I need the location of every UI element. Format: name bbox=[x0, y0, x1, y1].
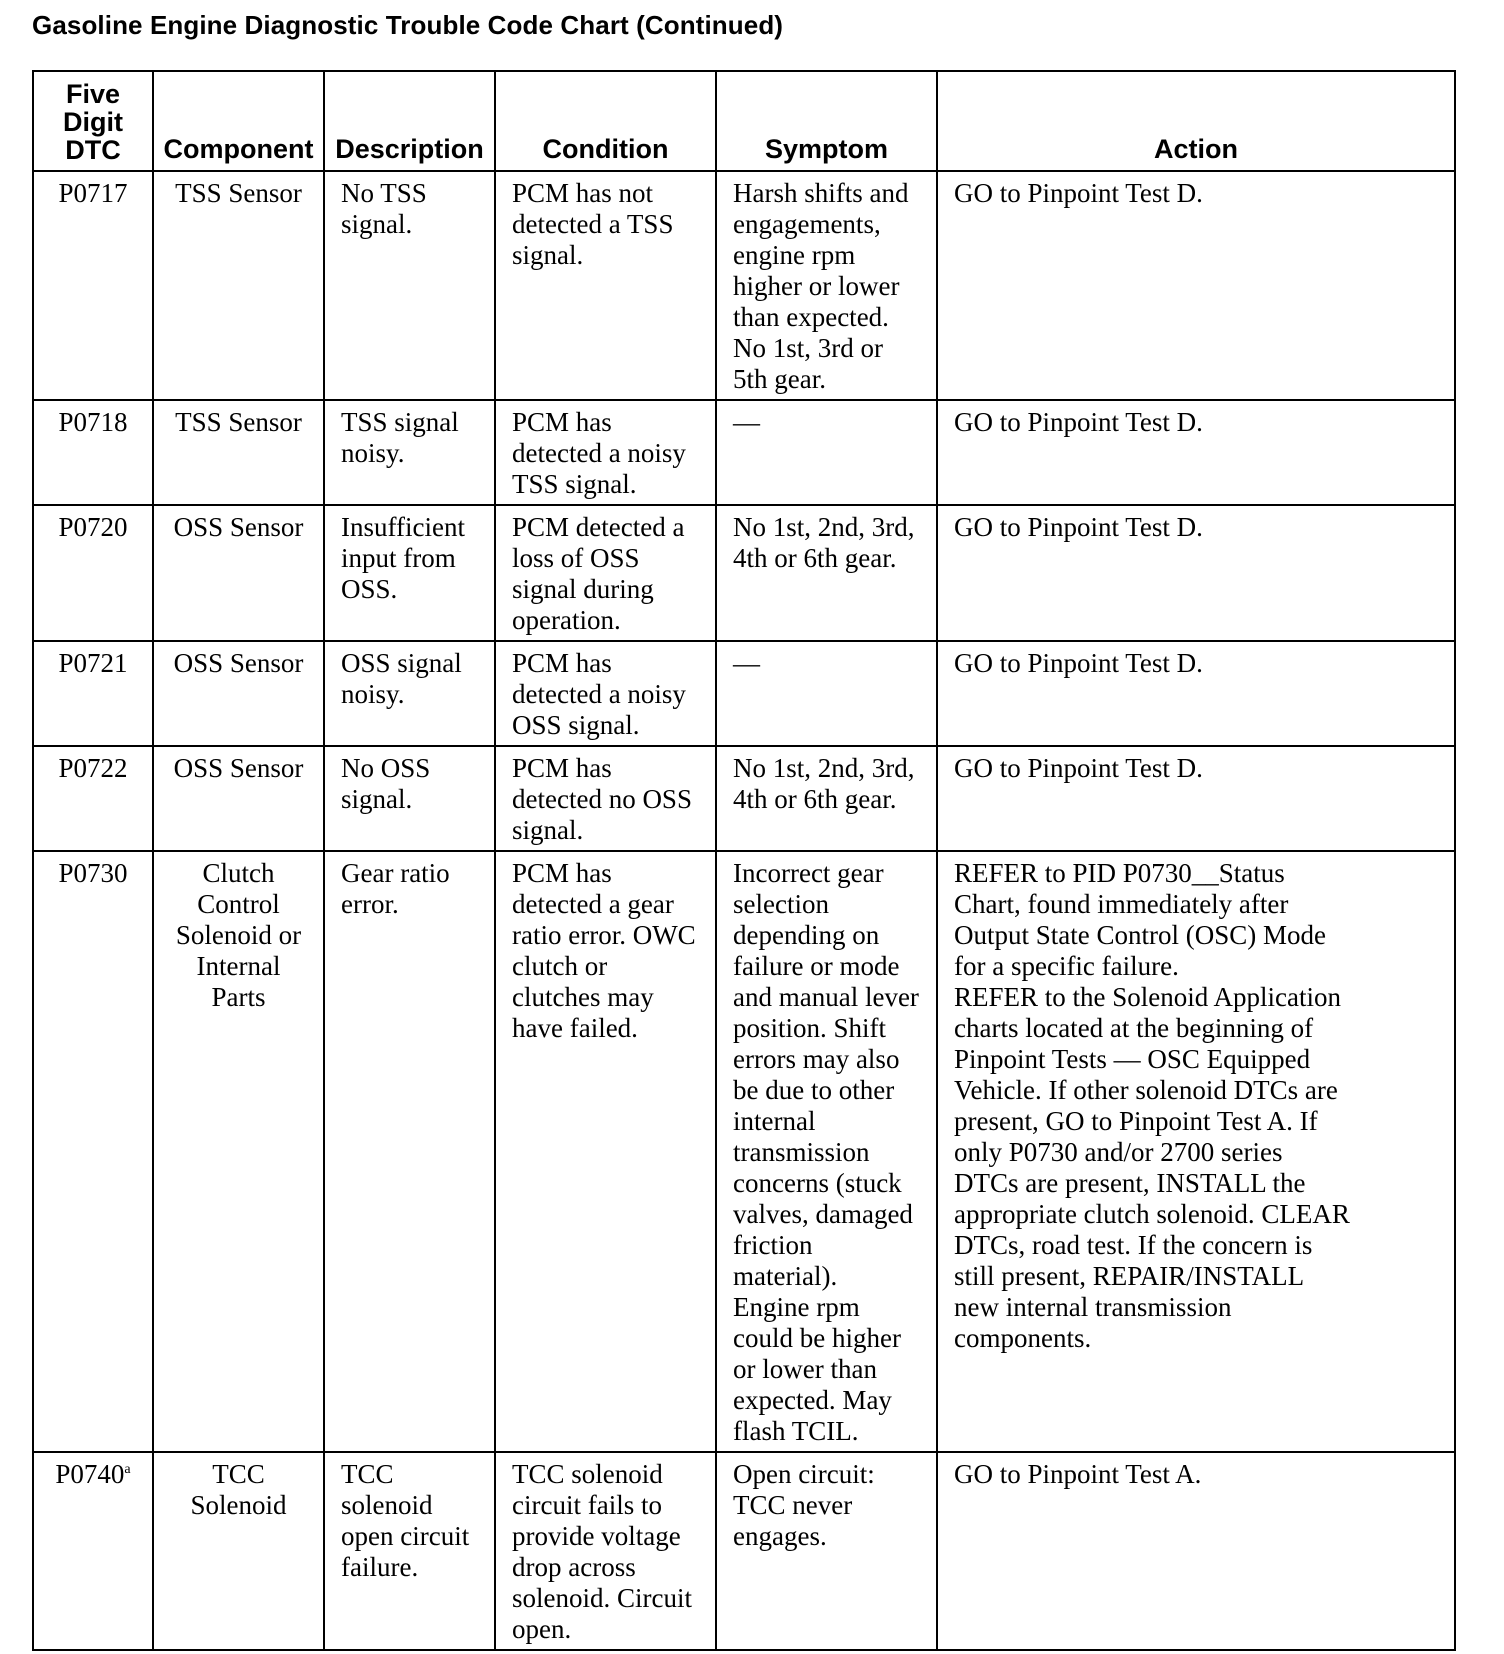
symptom-text: Harsh shifts and engagements, engine rpm higher or lower than expected. No 1st, 3rd or 5th gear. bbox=[733, 178, 909, 394]
cell-symptom bbox=[716, 171, 937, 400]
cell-condition bbox=[495, 746, 716, 851]
condition-text: PCM has detected a noisy TSS signal. bbox=[512, 407, 686, 499]
cell-action bbox=[937, 505, 1455, 641]
cell-action bbox=[937, 851, 1455, 1452]
component-text: TSS Sensor bbox=[175, 178, 302, 208]
symptom-text: — bbox=[733, 407, 760, 437]
cell-description bbox=[324, 1452, 495, 1650]
table-row bbox=[33, 1452, 1455, 1650]
dtc-text: P0740 bbox=[55, 1459, 125, 1489]
description-text: TCC solenoid open circuit failure. bbox=[341, 1459, 470, 1582]
action-text: GO to Pinpoint Test D. bbox=[954, 178, 1203, 208]
condition-text: TCC solenoid circuit fails to provide voltage drop across solenoid. Circuit open. bbox=[512, 1459, 692, 1644]
dtc-text: P0717 bbox=[58, 178, 128, 208]
cell-condition bbox=[495, 641, 716, 746]
cell-dtc bbox=[33, 400, 153, 505]
description-text: OSS signal noisy. bbox=[341, 648, 462, 709]
cell-symptom bbox=[716, 641, 937, 746]
cell-symptom bbox=[716, 505, 937, 641]
cell-dtc bbox=[33, 746, 153, 851]
table-row bbox=[33, 641, 1455, 746]
component-text: OSS Sensor bbox=[173, 648, 304, 678]
dtc-table bbox=[32, 70, 1456, 1651]
component-text: TSS Sensor bbox=[175, 407, 302, 437]
description-text: No TSS signal. bbox=[341, 178, 427, 239]
cell-dtc bbox=[33, 171, 153, 400]
component-text: OSS Sensor bbox=[173, 512, 304, 542]
table-row bbox=[33, 400, 1455, 505]
table-row bbox=[33, 505, 1455, 641]
cell-condition bbox=[495, 851, 716, 1452]
action-text: GO to Pinpoint Test D. bbox=[954, 648, 1203, 678]
dtc-text: P0720 bbox=[58, 512, 128, 542]
component-text: OSS Sensor bbox=[173, 753, 304, 783]
condition-text: PCM detected a loss of OSS signal during operation. bbox=[512, 512, 685, 635]
cell-action bbox=[937, 641, 1455, 746]
header-row bbox=[33, 71, 1455, 171]
symptom-text: Open circuit: TCC never engages. bbox=[733, 1459, 875, 1551]
description-text: No OSS signal. bbox=[341, 753, 431, 814]
symptom-text: No 1st, 2nd, 3rd, 4th or 6th gear. bbox=[733, 512, 915, 573]
symptom-text: No 1st, 2nd, 3rd, 4th or 6th gear. bbox=[733, 753, 915, 814]
table-row bbox=[33, 851, 1455, 1452]
cell-action bbox=[937, 746, 1455, 851]
dtc-text: P0721 bbox=[58, 648, 128, 678]
description-text: Gear ratio error. bbox=[341, 858, 450, 919]
dtc-text: P0730 bbox=[58, 858, 128, 888]
cell-action bbox=[937, 1452, 1455, 1650]
component-text: Clutch Control Solenoid or Internal Parts bbox=[175, 858, 302, 1012]
cell-symptom bbox=[716, 746, 937, 851]
cell-component bbox=[153, 1452, 324, 1650]
footnote-marker: a bbox=[124, 1462, 131, 1477]
cell-condition bbox=[495, 400, 716, 505]
cell-description bbox=[324, 851, 495, 1452]
header-description: Description bbox=[324, 71, 495, 171]
cell-symptom bbox=[716, 851, 937, 1452]
cell-description bbox=[324, 746, 495, 851]
action-text: GO to Pinpoint Test D. bbox=[954, 407, 1203, 437]
header-condition: Condition bbox=[495, 71, 716, 171]
action-text: REFER to PID P0730__Status Chart, found immediately after Output State Control (OSC) Mode for a specific failure. REFER to the Solenoid Application charts located at the beginning of Pinpoint Tests — OSC Equipped Vehicle. If other solenoid DTCs are present, GO to Pinpoint Test A. If only P0730 and/or 2700 series DTCs are present, INSTALL the appropriate clutch solenoid. CLEAR DTCs, road test. If the concern is still present, REPAIR/INSTALL new internal transmission components. bbox=[954, 858, 1350, 1353]
header-symptom: Symptom bbox=[716, 71, 937, 171]
cell-description bbox=[324, 171, 495, 400]
cell-component bbox=[153, 641, 324, 746]
cell-condition bbox=[495, 505, 716, 641]
cell-condition bbox=[495, 171, 716, 400]
dtc-text: P0722 bbox=[58, 753, 128, 783]
cell-description bbox=[324, 400, 495, 505]
cell-component bbox=[153, 746, 324, 851]
symptom-text: — bbox=[733, 648, 760, 678]
description-text: Insufficient input from OSS. bbox=[341, 512, 465, 604]
cell-component bbox=[153, 505, 324, 641]
action-text: GO to Pinpoint Test D. bbox=[954, 512, 1203, 542]
cell-component bbox=[153, 851, 324, 1452]
table-row bbox=[33, 746, 1455, 851]
condition-text: PCM has not detected a TSS signal. bbox=[512, 178, 674, 270]
cell-dtc bbox=[33, 641, 153, 746]
condition-text: PCM has detected a gear ratio error. OWC clutch or clutches may have failed. bbox=[512, 858, 696, 1043]
condition-text: PCM has detected no OSS signal. bbox=[512, 753, 692, 845]
cell-description bbox=[324, 505, 495, 641]
description-text: TSS signal noisy. bbox=[341, 407, 459, 468]
table-row bbox=[33, 171, 1455, 400]
cell-dtc bbox=[33, 851, 153, 1452]
action-text: GO to Pinpoint Test A. bbox=[954, 1459, 1202, 1489]
cell-component bbox=[153, 171, 324, 400]
header-component: Component bbox=[153, 71, 324, 171]
condition-text: PCM has detected a noisy OSS signal. bbox=[512, 648, 686, 740]
cell-action bbox=[937, 400, 1455, 505]
cell-symptom bbox=[716, 1452, 937, 1650]
cell-action bbox=[937, 171, 1455, 400]
cell-description bbox=[324, 641, 495, 746]
cell-condition bbox=[495, 1452, 716, 1650]
symptom-text: Incorrect gear selection depending on failure or mode and manual lever position. Shift errors may also be due to other internal transmission concerns (stuck valves, damaged friction material). Engine rpm could be higher or lower than expected. May flash TCIL. bbox=[733, 858, 919, 1446]
table-body bbox=[33, 171, 1455, 1650]
cell-dtc bbox=[33, 1452, 153, 1650]
action-text: GO to Pinpoint Test D. bbox=[954, 753, 1203, 783]
page-title: Gasoline Engine Diagnostic Trouble Code Chart (Continued) bbox=[32, 10, 784, 40]
cell-component bbox=[153, 400, 324, 505]
component-text: TCC Solenoid bbox=[190, 1459, 287, 1520]
dtc-text: P0718 bbox=[58, 407, 128, 437]
cell-symptom bbox=[716, 400, 937, 505]
header-action: Action bbox=[937, 71, 1455, 171]
header-dtc: Five Digit DTC bbox=[33, 71, 153, 171]
cell-dtc bbox=[33, 505, 153, 641]
